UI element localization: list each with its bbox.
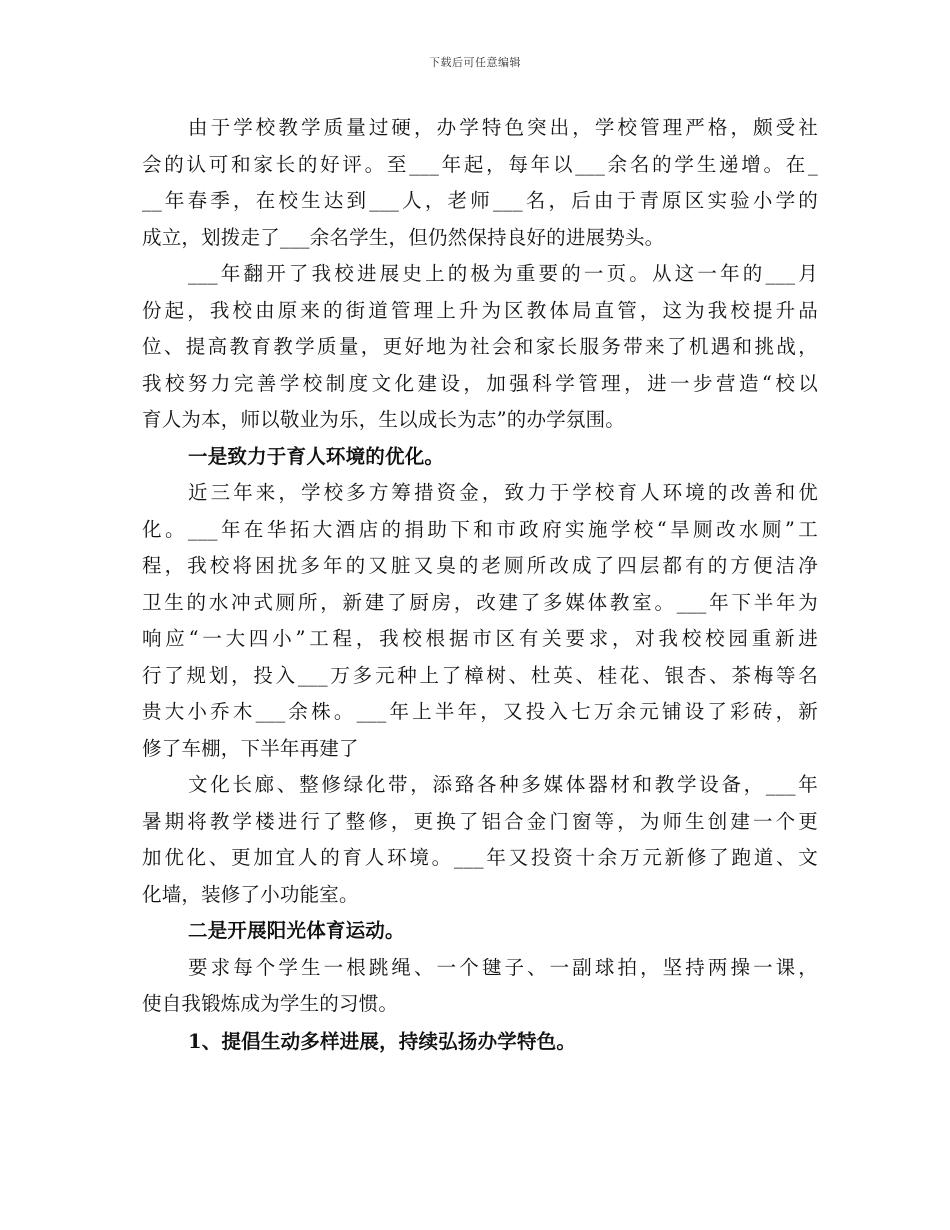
document-body <box>142 110 818 1060</box>
text-line: 成立，划拨走了___余名学生，但仍然保持良好的进展势头。 <box>142 225 665 249</box>
paragraph-management-change <box>142 256 818 439</box>
section-heading-environment <box>142 439 818 476</box>
text-line: 育人为本，师以敬业为乐，生以成长为志”的办学氛围。 <box>142 408 625 431</box>
paragraph-facility-renovation <box>142 767 818 913</box>
paragraph-school-reputation <box>142 110 818 256</box>
section-heading: 二是开展阳光体育运动。 <box>188 919 405 942</box>
section-heading-sports <box>142 913 818 950</box>
text-line: ___年翻开了我校进展史上的极为重要的一页。从这一年的___月 <box>188 262 818 285</box>
text-line: 使自我锻炼成为学生的习惯。 <box>142 992 399 1015</box>
section-heading-characteristics <box>142 1024 818 1061</box>
text-line: __年春季，在校生达到___人，老师___名，后由于青原区实验小学的 <box>142 189 818 212</box>
text-line: 近三年来，学校多方筹措资金，致力于学校育人环境的改善和优 <box>188 481 818 504</box>
text-line: 会的认可和家长的好评。至___年起，每年以___余名的学生递增。在_ <box>142 152 818 176</box>
text-line: 响应“一大四小”工程，我校根据市区有关要求，对我校校园重新进 <box>142 627 818 650</box>
text-line: 暑期将教学楼进行了整修，更换了铝合金门窗等，为师生创建一个更 <box>142 809 818 833</box>
text-line: 文化长廊、整修绿化带，添臵各种多媒体器材和教学设备，___年 <box>188 773 818 796</box>
text-line: 位、提高教育教学质量，更好地为社会和家长服务带来了机遇和挑战， <box>142 335 818 358</box>
text-line: 程，我校将困扰多年的又脏又臭的老厕所改成了四层都有的方便洁净 <box>142 554 818 577</box>
text-line: 贵大小乔木___余株。___年上半年，又投入七万余元铺设了彩砖，新 <box>142 700 818 723</box>
text-line: 化墙，装修了小功能室。 <box>142 882 359 906</box>
paragraph-sports-requirement <box>142 950 818 1023</box>
page-header: 下载后可任意编辑 <box>429 56 521 69</box>
paragraph-environment-improvement <box>142 475 818 767</box>
text-line: 我校努力完善学校制度文化建设，加强科学管理，进一步营造“校以 <box>142 371 818 395</box>
section-heading: 一是致力于育人环境的优化。 <box>188 444 445 468</box>
text-line: 卫生的水冲式厕所，新建了厨房，改建了多媒体教室。___年下半年为 <box>142 590 818 614</box>
text-line: 修了车棚，下半年再建了 <box>142 736 359 760</box>
section-heading: 1、提倡生动多样进展，持续弘扬办学特色。 <box>188 1029 577 1053</box>
text-line: 加优化、更加宜人的育人环境。___年又投资十余万元新修了跑道、文 <box>142 846 818 869</box>
text-line: 要求每个学生一根跳绳、一个毽子、一副球拍，坚持两操一课， <box>188 955 818 979</box>
text-line: 行了规划，投入___万多元种上了樟树、杜英、桂花、银杏、茶梅等名 <box>142 663 818 687</box>
text-line: 份起，我校由原来的街道管理上升为区教体局直管，这为我校提升品 <box>142 298 818 322</box>
text-line: 化。___年在华拓大酒店的捐助下和市政府实施学校“旱厕改水厕”工 <box>142 517 818 541</box>
text-line: 由于学校教学质量过硬，办学特色突出，学校管理严格，颇受社 <box>188 116 818 139</box>
